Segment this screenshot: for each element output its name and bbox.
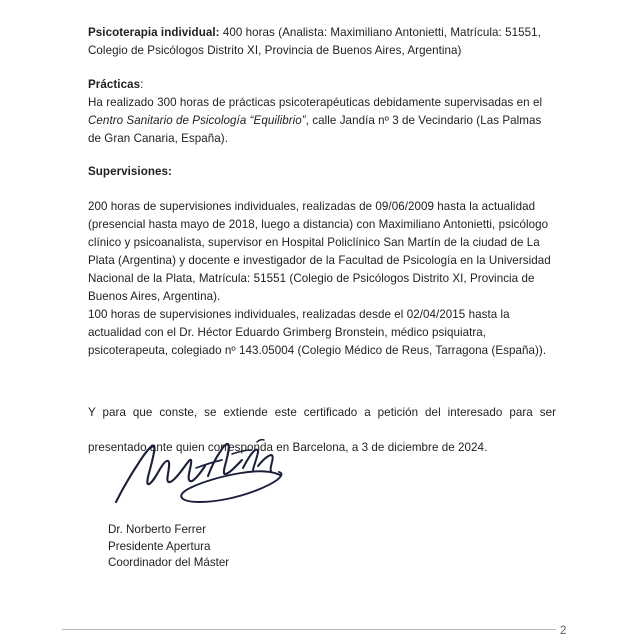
page-number: 2 — [560, 625, 567, 637]
footer-divider — [62, 629, 556, 630]
text-practicas-before: Ha realizado 300 horas de prácticas psicoterapéuticas debidamente supervisadas en el — [88, 95, 543, 109]
text-practicas-center-name: Centro Sanitario de Psicología “Equilibrio” — [88, 113, 306, 127]
spacer — [88, 147, 556, 163]
heading-supervisiones-label: Supervisiones: — [88, 165, 172, 179]
signature-image — [112, 428, 292, 510]
heading-practicas-colon: : — [140, 77, 144, 91]
paragraph-practicas — [88, 94, 556, 148]
signatory-name: Dr. Norberto Ferrer — [108, 523, 206, 536]
closing-line-2: presentado ante quien corresponda en Barcelona, a 3 de diciembre de 2024. — [88, 441, 488, 455]
heading-supervisiones — [88, 163, 556, 181]
paragraph-psicoterapia-individual — [88, 24, 556, 60]
text-psicoterapia-individual: 400 horas (Analista: Maximiliano Antonietti, Matrícula: 51551, Colegio de Psicólogos Distrito XI, Provincia de Buenos Aires, Argentina) — [88, 26, 541, 57]
heading-practicas-label: Prácticas — [88, 77, 141, 91]
heading-practicas — [88, 76, 556, 94]
closing-line-1: Y para que conste, se extiende este certificado a petición del interesado para ser — [88, 405, 556, 419]
paragraph-supervisiones-100-horas: 100 horas de supervisiones individuales, realizadas desde el 02/04/2015 hasta la actualidad con el Dr. Héctor Eduardo Grimberg Bronstein, médico psiquiatra, psicoterapeuta, colegiado nº 143.05004 (Colegio Médico de Reus, Tarragona (España)). — [88, 307, 547, 357]
document-body — [88, 24, 556, 457]
spacer — [88, 60, 556, 76]
spacer — [88, 360, 556, 404]
spacer — [88, 181, 556, 198]
label-psicoterapia-individual: Psicoterapia individual: — [88, 26, 220, 39]
paragraph-supervisiones-200-horas: 200 horas de supervisiones individuales, realizadas de 09/06/2009 hasta la actualidad (presencial hasta mayo de 2018, luego a distancia) con Maximiliano Antonietti, psicólogo clínico y psicoanalista, supervisor en Hospital Policlínico San Martín de la ciudad de La Plata (Argentina) y docente e investigador de la Facultad de Psicología en la Universidad Nacional de la Plata, Matrícula: 51551 (Colegio de Psicólogos Distrito XI, Provincia de Buenos Aires, Argentina). — [88, 200, 551, 303]
signatory-role: Presidente Apertura — [108, 539, 211, 553]
signatory-title: Coordinador del Máster — [108, 556, 230, 569]
signature-block — [108, 522, 408, 572]
text-practicas-after: , calle Jandía nº 3 de Vecindario (Las Palmas de Gran Canaria, España). — [88, 113, 542, 145]
